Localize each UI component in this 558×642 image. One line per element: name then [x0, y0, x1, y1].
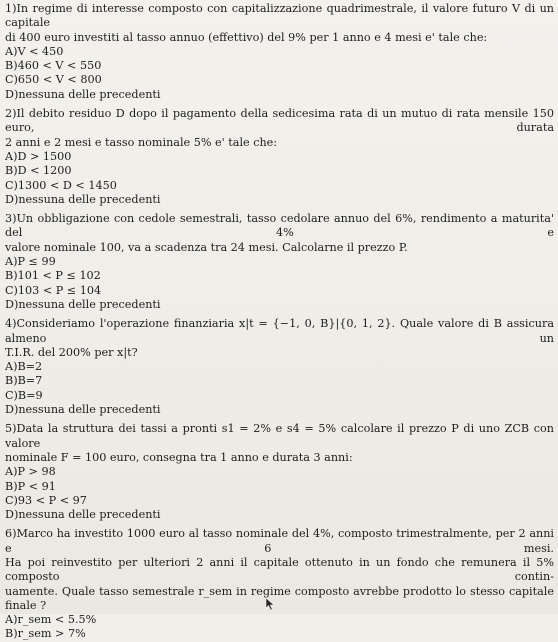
question-2-text	[5, 107, 554, 150]
question-6-text	[5, 527, 554, 613]
question-2	[5, 107, 554, 207]
question-3-text	[5, 212, 554, 255]
question-5-text	[5, 422, 554, 465]
question-5-option-d[interactable]: D)nessuna delle precedenti	[5, 508, 161, 522]
question-4-option-c[interactable]: C)B=9	[5, 388, 43, 402]
question-1-option-d[interactable]: D)nessuna delle precedenti	[5, 87, 161, 101]
question-2-option-d[interactable]: D)nessuna delle precedenti	[5, 192, 161, 206]
question-5-option-a[interactable]: A)P > 98	[5, 465, 56, 479]
question-1	[5, 2, 554, 102]
question-1-option-c[interactable]: C)650 < V < 800	[5, 73, 102, 87]
question-2-line-2: 2 anni e 2 mesi e tasso nominale 5% e' tale che:	[5, 135, 278, 149]
question-3-option-a[interactable]: A)P ≤ 99	[5, 255, 56, 269]
question-5-option-b[interactable]: B)P < 91	[5, 479, 56, 493]
question-6-line-3: uamente. Quale tasso semestrale r_sem in regime composto avrebbe prodotto lo stesso capitale finale ?	[5, 584, 554, 612]
question-2-line-1: 2)Il debito residuo D dopo il pagamento della sedicesima rata di un mutuo di rata mensile 150 euro, durata	[5, 107, 554, 135]
question-3	[5, 212, 554, 312]
question-5-line-1: 5)Data la struttura dei tassi a pronti s1 = 2% e s4 = 5% calcolare il prezzo P di uno ZCB con valore	[5, 422, 554, 450]
question-6	[5, 527, 554, 641]
question-5-line-2: nominale F = 100 euro, consegna tra 1 anno e durata 3 anni:	[5, 450, 353, 464]
question-4-line-2: T.I.R. del 200% per x|t?	[5, 345, 138, 359]
question-1-option-b[interactable]: B)460 < V < 550	[5, 59, 102, 73]
question-6-option-b[interactable]: B)r_sem > 7%	[5, 627, 86, 641]
question-2-option-c[interactable]: C)1300 < D < 1450	[5, 178, 117, 192]
question-4-option-d[interactable]: D)nessuna delle precedenti	[5, 403, 161, 417]
question-5	[5, 422, 554, 522]
question-1-option-a[interactable]: A)V < 450	[5, 44, 64, 58]
question-1-line-2: di 400 euro investiti al tasso annuo (effettivo) del 9% per 1 anno e 4 mesi e' tale che:	[5, 30, 488, 44]
question-3-option-b[interactable]: B)101 < P ≤ 102	[5, 269, 101, 283]
question-6-option-a[interactable]: A)r_sem < 5.5%	[5, 613, 97, 627]
question-2-option-b[interactable]: B)D < 1200	[5, 164, 72, 178]
question-6-line-2: Ha poi reinvestito per ulteriori 2 anni il capitale ottenuto in un fondo che remunera il 5% composto contin-	[5, 555, 554, 584]
question-5-option-c[interactable]: C)93 < P < 97	[5, 493, 87, 507]
question-3-line-2: valore nominale 100, va a scadenza tra 24 mesi. Calcolarne il prezzo P.	[5, 240, 408, 254]
question-4-option-a[interactable]: A)B=2	[5, 360, 43, 374]
question-1-line-1: 1)In regime di interesse composto con capitalizzazione quadrimestrale, il valore futuro V di un capitale	[5, 2, 554, 30]
question-3-option-c[interactable]: C)103 < P ≤ 104	[5, 283, 102, 297]
question-3-option-d[interactable]: D)nessuna delle precedenti	[5, 297, 161, 311]
question-6-line-1: 6)Marco ha investito 1000 euro al tasso nominale del 4%, composto trimestralmente, per 2 anni e 6 mesi.	[5, 527, 554, 555]
question-2-option-a[interactable]: A)D > 1500	[5, 149, 72, 163]
question-4-text	[5, 317, 554, 360]
question-4	[5, 317, 554, 417]
question-1-text	[5, 2, 554, 45]
question-4-option-b[interactable]: B)B=7	[5, 374, 43, 388]
question-4-line-1: 4)Consideriamo l'operazione finanziaria x|t = {−1, 0, B}|{0, 1, 2}. Quale valore di B assicura almeno un	[5, 317, 554, 345]
question-3-line-1: 3)Un obbligazione con cedole semestrali, tasso cedolare annuo del 6%, rendimento a maturita' del 4% e	[5, 212, 554, 240]
mouse-cursor-icon	[265, 597, 277, 611]
